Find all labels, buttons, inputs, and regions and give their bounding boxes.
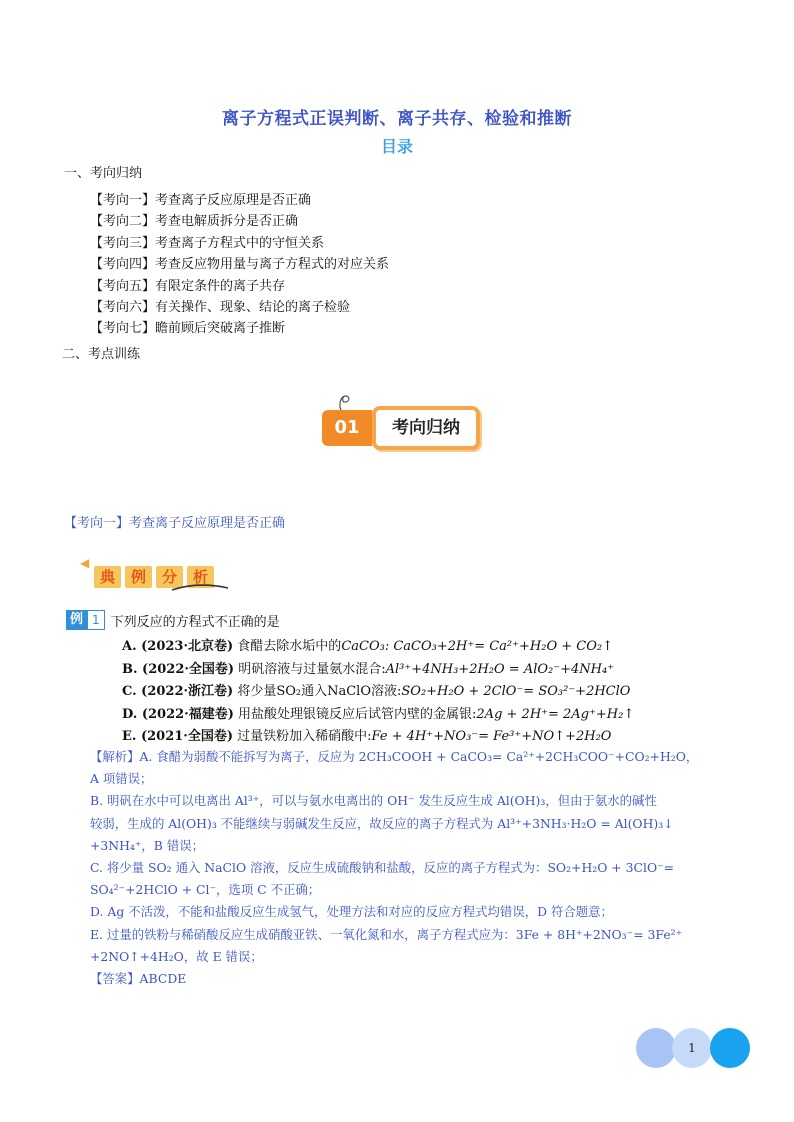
badge-label: 考向归纳: [372, 406, 480, 450]
analysis-line: +2NO↑+4H₂O，故 E 错误；: [90, 948, 263, 964]
options-list: [122, 636, 634, 749]
toc-item[interactable]: 【考向二】考查电解质拆分是否正确: [90, 214, 299, 230]
banner-char: 典: [94, 566, 121, 588]
analysis-line: D. Ag 不活泼，不能和盐酸反应生成氢气，处理方法和对应的反应方程式均错误，D 符合题意；: [90, 904, 613, 920]
option-c: C. (2022·浙江卷) 将少量SO₂通入NaClO溶液:SO₂+H₂O + 2ClO⁻= SO₃²⁻+2HClO: [122, 684, 631, 700]
analysis-line: 【解析】A. 食醋为弱酸不能拆写为离子，反应为 2CH₃COOH + CaCO₃= Ca²⁺+2CH₃COO⁻+CO₂+H₂O，: [90, 749, 699, 764]
toc-item[interactable]: 【考向三】考查离子方程式中的守恒关系: [90, 235, 325, 251]
example-tag-word: 例: [66, 610, 87, 630]
page-number: 1: [688, 1041, 696, 1055]
example-tag: [66, 610, 280, 630]
answer-line: 【答案】ABCDE: [90, 971, 187, 987]
toc-list: [90, 190, 389, 340]
analysis-line: B. 明矾在水中可以电离出 Al³⁺，可以与氨水电离出的 OH⁻ 发生反应生成 Al(OH)₃，但由于氨水的碱性: [90, 793, 657, 809]
analysis-line: SO₄²⁻+2HClO + Cl⁻，选项 C 不正确；: [90, 882, 321, 898]
section-heading: 【考向一】考查离子反应原理是否正确: [64, 516, 286, 531]
toc-item[interactable]: 【考向一】考查离子反应原理是否正确: [90, 193, 312, 208]
toc-title: 目录: [380, 137, 413, 156]
example-analysis-banner: [80, 556, 240, 596]
swoosh-decoration-icon: [170, 582, 230, 594]
toc-item[interactable]: 【考向五】有限定条件的离子共存: [90, 278, 286, 294]
analysis-block: [90, 746, 754, 990]
toc-heading: 一、考向归纳: [64, 166, 143, 181]
toc-item[interactable]: 【考向六】有关操作、现象、结论的离子检验: [90, 299, 351, 315]
option-b: B. (2022·全国卷) 明矾溶液与过量氨水混合:Al³⁺+4NH₃+2H₂O = AlO₂⁻+4NH₄⁺: [122, 661, 615, 677]
pager-circle: [636, 1028, 676, 1068]
toc-item[interactable]: 【考向七】瞻前顾后突破离子推断: [90, 321, 286, 337]
option-d: D. (2022·福建卷) 用盐酸处理银镜反应后试管内壁的金属银:2Ag + 2H⁺= 2Ag⁺+H₂↑: [122, 706, 635, 722]
banner-char: 析: [187, 566, 214, 588]
analysis-line: A 项错误；: [90, 771, 153, 787]
speaker-icon: ◀: [80, 556, 90, 570]
option-e: E. (2021·全国卷) 过量铁粉加入稀硝酸中:Fe + 4H⁺+NO₃⁻= Fe³⁺+NO↑+2H₂O: [122, 729, 612, 745]
badge-number: 01: [322, 410, 372, 446]
toc-item[interactable]: 【考向四】考查反应物用量与离子方程式的对应关系: [90, 257, 390, 273]
option-a: A. (2023·北京卷) 食醋去除水垢中的CaCO₃: CaCO₃+2H⁺= Ca²⁺+H₂O + CO₂↑: [122, 639, 613, 654]
pager-circle: [710, 1028, 750, 1068]
document-title: 离子方程式正误判断、离子共存、检验和推断: [222, 109, 572, 129]
toc-training-heading[interactable]: 二、考点训练: [62, 347, 141, 362]
example-question: 下列反应的方程式不正确的是: [110, 614, 280, 630]
section-badge: [322, 392, 482, 456]
analysis-line: C. 将少量 SO₂ 通入 NaClO 溶液，反应生成硫酸钠和盐酸，反应的离子方程式为：SO₂+H₂O + 3ClO⁻=: [90, 860, 675, 876]
analysis-line: E. 过量的铁粉与稀硝酸反应生成硝酸亚铁、一氧化氮和水，离子方程式应为：3Fe + 8H⁺+2NO₃⁻= 3Fe²⁺: [90, 926, 683, 942]
banner-char: 例: [125, 566, 152, 588]
analysis-line: 较弱，生成的 Al(OH)₃ 不能继续与弱碱发生反应，故反应的离子方程式为 Al³⁺+3NH₃·H₂O = Al(OH)₃↓: [90, 815, 674, 831]
analysis-line: +3NH₄⁺，B 错误；: [90, 837, 205, 853]
example-tag-number: 1: [87, 610, 105, 630]
page-number-badge: [636, 1028, 754, 1068]
banner-char: 分: [156, 566, 183, 588]
